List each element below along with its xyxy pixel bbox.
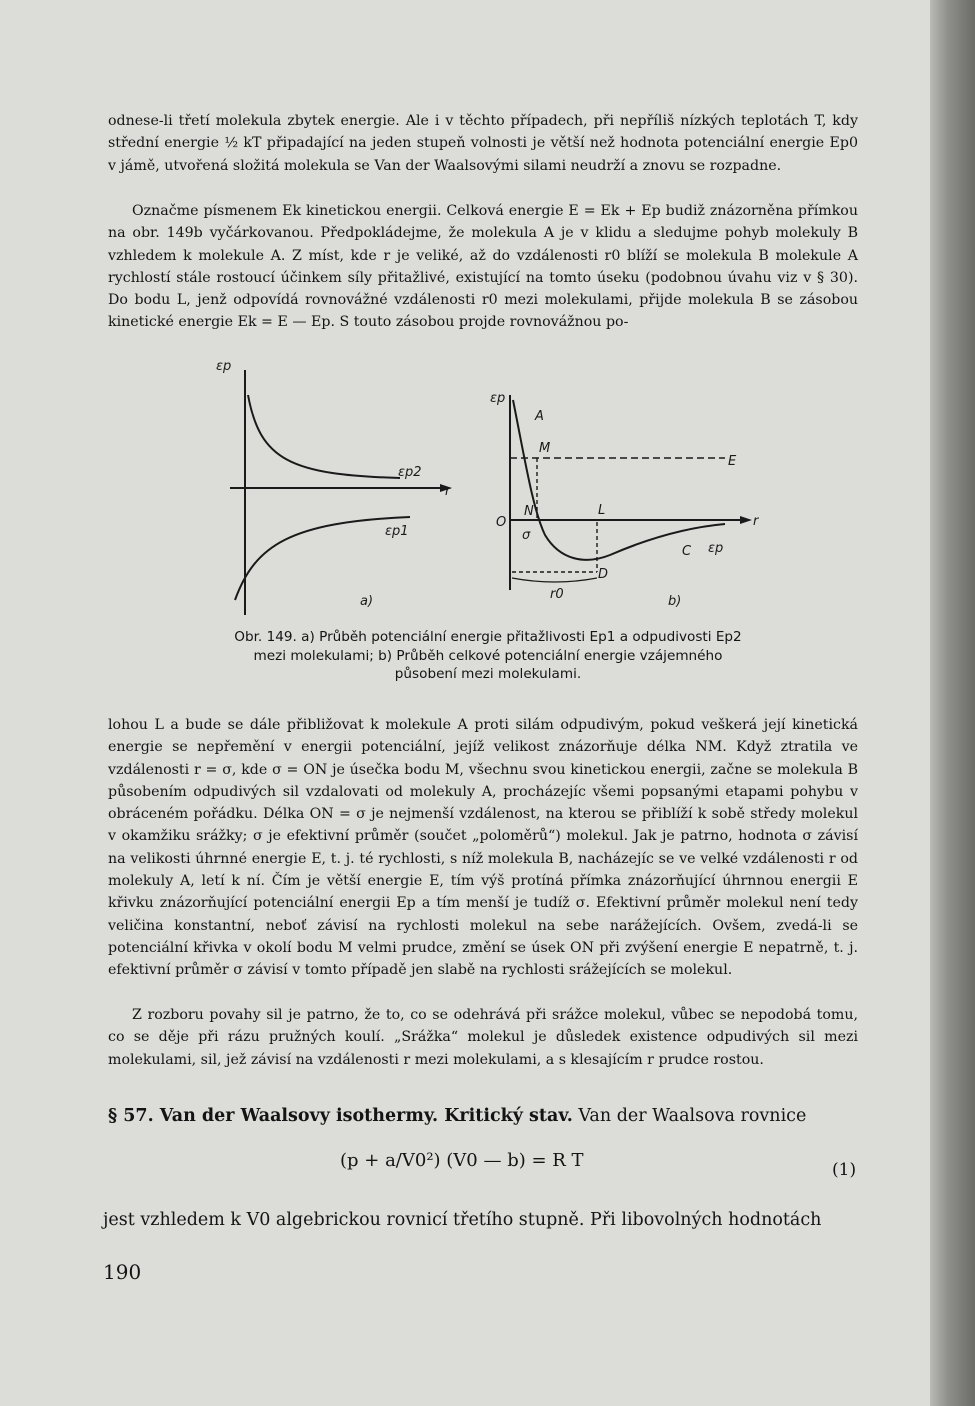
b-yaxis-label: εp bbox=[490, 391, 506, 406]
page-edge bbox=[930, 0, 975, 1406]
figure-caption: Obr. 149. a) Průběh potenciální energie přitažlivosti Ep1 a odpudivosti Ep2 mezi molekulami; b) Průběh celkové potenciální energie vzájemného působení mezi molekulami. bbox=[234, 629, 742, 682]
paragraph-1: odnese-li třetí molekula zbytek energie. Ale i v těchto případech, při nepříliš nízkých teplotách T, kdy střední energie ½ kT připadající na jeden stupeň volnosti je větší než hodnota potenciální energie Ep0 v jámě, utvořená složitá molekula se Van der Waalsovými silami neudrží a znovu se rozpadne. bbox=[108, 113, 858, 174]
a-xaxis-label: r bbox=[445, 484, 451, 499]
a-curve-top-label: εp2 bbox=[398, 465, 422, 480]
a-panel-label: a) bbox=[360, 594, 374, 609]
a-yaxis-label: εp bbox=[216, 359, 232, 374]
section-heading-line bbox=[108, 1104, 868, 1128]
b-point-L: L bbox=[598, 503, 606, 518]
paragraph-3: lohou L a bude se dále přibližovat k molekule A proti silám odpudivým, pokud veškerá její kinetická energie se nepřemění v energii potenciální, jejíž velikost znázorňuje délka NM. Když ztratila ve vzdálenosti r = σ, kde σ = ON je úsečka bodu M, všechnu svou kinetickou energii, začne se molekula B působením odpudivých sil vzdalovati od molekuly A, procházejíc všemi popsanými etapami pohybu v obráceném pořádku. Délka ON = σ je nejmenší vzdálenost, na kterou se přiblíží k sobě středy molekul v okamžiku srážky; σ je efektivní průměr (součet „poloměrů“) molekul. Jak je patrno, hodnota σ závisí na velikosti úhrnné energie E, t. j. té rychlosti, s níž molekula B, nacházejíc se ve velké vzdálenosti r od molekuly A, letí k ní. Čím je větší energie E, tím výš protíná přímka znázorňující úhrnnou energii E křivku znázorňující potenciální energii Ep a tím menší je tudíž σ. Efektivní průměr molekul není tedy veličina konstantní, neboť závisí na rychlosti molekul na sebe narážejících. Ovšem, zvedá-li se potenciální křivka v okolí bodu M velmi prudce, změní se úsek ON při zvýšení energie E nepatrně, t. j. efektivní průměr σ závisí v tomto případě jen slabě na rychlosti srážejících se molekul. bbox=[108, 717, 858, 979]
b-point-D: D bbox=[598, 567, 609, 582]
b-sigma-label: σ bbox=[522, 528, 531, 543]
equation-number: (1) bbox=[832, 1160, 857, 1180]
b-r0-label: r0 bbox=[550, 587, 564, 602]
b-panel-label: b) bbox=[668, 594, 682, 609]
paragraph-2: Označme písmenem Ek kinetickou energii. Celková energie E = Ek + Ep budiž znázorněna přímkou na obr. 149b vyčárkovanou. Předpokládejme, že molekula A je v klidu a sledujme pohyb molekuly B vzhledem k molekule A. Z míst, kde r je veliké, až do vzdálenosti r0 blíží se molekula B molekule A rychlostí stále rostoucí účinkem síly přitažlivé, existující na tomto úseku (podobnou úvahu viz v § 30). Do bodu L, jenž odpovídá rovnovážné vzdálenosti r0 mezi molekulami, přijde molekula B se zásobou kinetické energie Ek = E — Ep. S touto zásobou projde rovnovážnou po- bbox=[108, 203, 858, 331]
b-point-A: A bbox=[535, 409, 544, 424]
section-lead-text: Van der Waalsova rovnice bbox=[572, 1106, 807, 1126]
b-point-M: M bbox=[539, 441, 551, 456]
page-number: 190 bbox=[103, 1260, 142, 1284]
figure-149 bbox=[200, 350, 760, 625]
paragraph-4: Z rozboru povahy sil je patrno, že to, co se odehrává při srážce molekul, vůbec se nepodobá tomu, co se děje při rázu pružných koulí. „Srážka“ molekul je důsledek existence odpudivých sil mezi molekulami, sil, jež závisí na vzdálenosti r mezi molekulami, a s klesajícím r prudce rostou. bbox=[108, 1007, 858, 1068]
b-point-C: C bbox=[682, 544, 692, 559]
section-heading: § 57. Van der Waalsovy isothermy. Kritický stav. bbox=[108, 1106, 573, 1126]
figure-panel-a bbox=[216, 359, 452, 615]
b-curve-label: εp bbox=[708, 541, 724, 556]
b-point-N: N bbox=[524, 504, 534, 519]
last-text-line: jest vzhledem k V0 algebrickou rovnicí třetího stupně. Při libovolných hodnotách bbox=[103, 1210, 822, 1230]
b-origin-O: O bbox=[496, 515, 507, 530]
a-curve-bottom-label: εp1 bbox=[385, 524, 409, 539]
equation: (p + a/V0²) (V0 — b) = R T bbox=[340, 1150, 584, 1171]
b-xaxis-label: r bbox=[753, 514, 759, 529]
b-line-E: E bbox=[728, 454, 737, 469]
figure-panel-b bbox=[490, 391, 760, 609]
